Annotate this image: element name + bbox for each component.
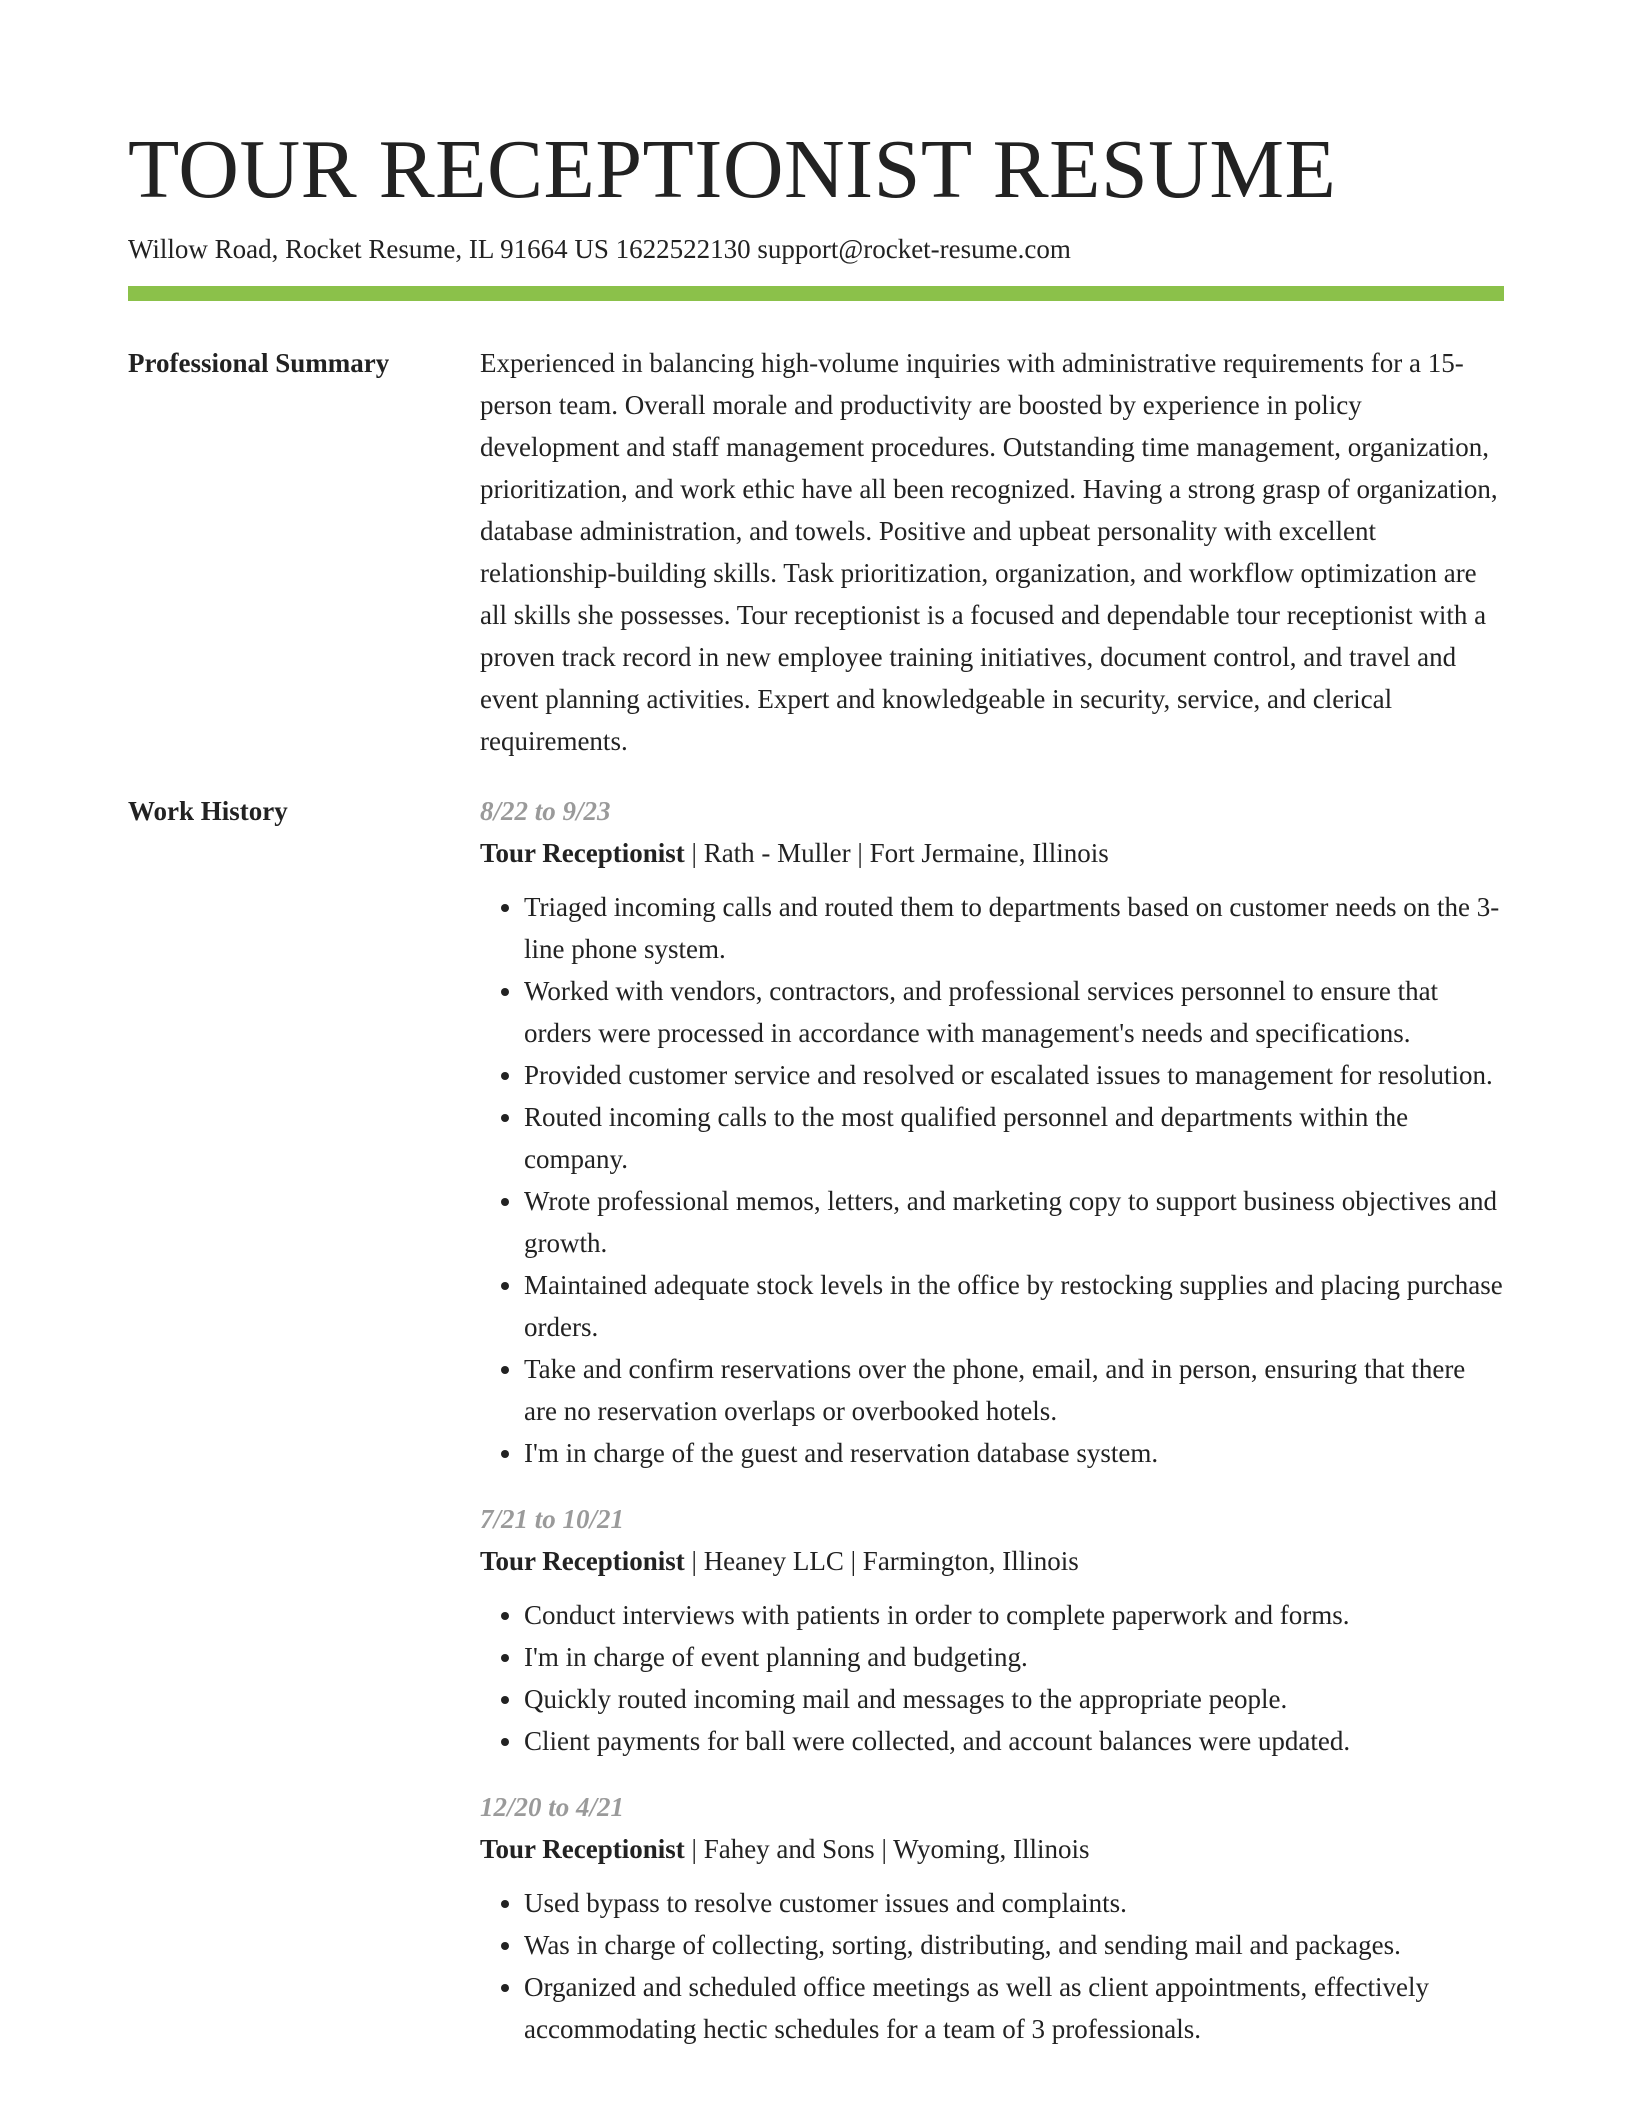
job-title: Tour Receptionist — [480, 838, 685, 868]
job-heading — [480, 1828, 1504, 1870]
contact-phone: 1622522130 — [615, 234, 751, 264]
job-entry — [480, 1786, 1504, 2050]
work-history-body — [480, 790, 1504, 2074]
summary-body — [480, 342, 1504, 762]
job-duties-list — [480, 886, 1504, 1474]
job-duty-item: • Provided customer service and resolved or escalated issues to management for resolution. — [524, 1054, 1504, 1096]
job-duty-item: • Client payments for ball were collected, and account balances were updated. — [524, 1720, 1504, 1762]
job-title: Tour Receptionist — [480, 1834, 685, 1864]
summary-label: Professional Summary — [128, 348, 390, 378]
resume-title: TOUR RECEPTIONIST RESUME — [128, 123, 1337, 216]
job-heading — [480, 1540, 1504, 1582]
job-duty-item: • Organized and scheduled office meetings as well as client appointments, effectively accommodating hectic schedules for a team of 3 professionals. — [524, 1966, 1504, 2050]
job-entry — [480, 790, 1504, 1474]
job-date: 7/21 to 10/21 — [480, 1504, 625, 1534]
job-duty-item: • Quickly routed incoming mail and messages to the appropriate people. — [524, 1678, 1504, 1720]
job-entry — [480, 1498, 1504, 1762]
job-company: | Fahey and Sons — [685, 1834, 875, 1864]
job-company: | Heaney LLC — [685, 1546, 844, 1576]
job-date: 12/20 to 4/21 — [480, 1792, 625, 1822]
job-company: | Rath - Muller — [685, 838, 851, 868]
contact-address: Willow Road, Rocket Resume, IL 91664 US — [128, 234, 609, 264]
job-location: | Fort Jermaine, Illinois — [851, 838, 1109, 868]
job-location: | Wyoming, Illinois — [875, 1834, 1090, 1864]
job-duty-item: • Worked with vendors, contractors, and professional services personnel to ensure that orders were processed in accordance with management's needs and specifications. — [524, 970, 1504, 1054]
job-title: Tour Receptionist — [480, 1546, 685, 1576]
job-duties-list — [480, 1882, 1504, 2050]
work-history-label: Work History — [128, 796, 288, 826]
job-date: 8/22 to 9/23 — [480, 796, 611, 826]
job-location: | Farmington, Illinois — [844, 1546, 1079, 1576]
job-duty-item: • Wrote professional memos, letters, and marketing copy to support business objectives and growth. — [524, 1180, 1504, 1264]
job-duty-item: • Maintained adequate stock levels in the office by restocking supplies and placing purchase orders. — [524, 1264, 1504, 1348]
summary-text: Experienced in balancing high-volume inquiries with administrative requirements for a 15-person team. Overall morale and productivity are boosted by experience in policy development and staff management procedures. Outstanding time management, organization, prioritization, and work ethic have all been recognized. Having a strong grasp of organization, database administration, and towels. Positive and upbeat personality with excellent relationship-building skills. Task prioritization, organization, and workflow optimization are all skills she possesses. Tour receptionist is a focused and dependable tour receptionist with a proven track record in new employee training initiatives, document control, and travel and event planning activities. Expert and knowledgeable in security, service, and clerical requirements. — [480, 348, 1498, 756]
job-duties-list — [480, 1594, 1504, 1762]
job-duty-item: • I'm in charge of event planning and budgeting. — [524, 1636, 1504, 1678]
job-heading — [480, 832, 1504, 874]
job-duty-item: • Conduct interviews with patients in order to complete paperwork and forms. — [524, 1594, 1504, 1636]
job-duty-item: • Triaged incoming calls and routed them to departments based on customer needs on the 3-line phone system. — [524, 886, 1504, 970]
job-duty-item: • I'm in charge of the guest and reservation database system. — [524, 1432, 1504, 1474]
job-duty-item: • Was in charge of collecting, sorting, distributing, and sending mail and packages. — [524, 1924, 1504, 1966]
job-duty-item: • Routed incoming calls to the most qualified personnel and departments within the company. — [524, 1096, 1504, 1180]
job-duty-item: • Used bypass to resolve customer issues and complaints. — [524, 1882, 1504, 1924]
accent-divider — [128, 286, 1504, 301]
contact-email: support@rocket-resume.com — [757, 234, 1071, 264]
job-duty-item: • Take and confirm reservations over the phone, email, and in person, ensuring that there are no reservation overlaps or overbooked hotels. — [524, 1348, 1504, 1432]
contact-line — [128, 232, 1071, 266]
